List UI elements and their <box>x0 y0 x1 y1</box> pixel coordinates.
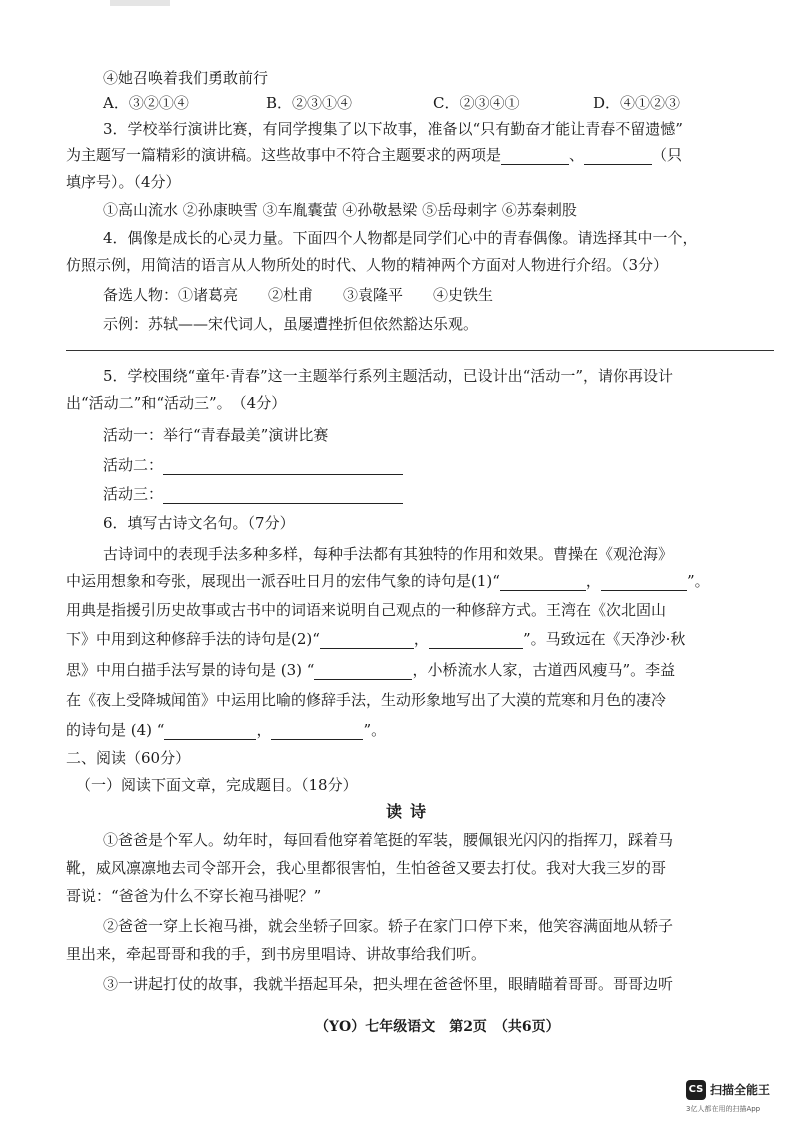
question-3-cont: 为主题写一篇精彩的演讲稿。这些故事中不符合主题要求的两项是 、 （只 <box>66 146 683 164</box>
section-2-heading: 二、阅读（60分） <box>66 749 191 767</box>
answer-blank[interactable] <box>314 663 412 680</box>
answer-rule <box>66 350 774 351</box>
paragraph-1-end: 哥说：“爸爸为什么不穿长袍马褂呢？” <box>66 887 322 905</box>
question-6-text-2: 用典是指援引历史故事或古书中的词语来说明自己观点的一种修辞方式。王湾在《次北固山 <box>66 601 667 619</box>
paragraph-1: ①爸爸是个军人。幼年时，每回看他穿着笔挺的军装，腰佩银光闪闪的指挥刀，踩着马 <box>103 831 674 849</box>
answer-blank[interactable] <box>320 632 414 649</box>
question-4-cont: 仿照示例，用简洁的语言从人物所处的时代、人物的精神两个方面对人物进行介绍。（3分） <box>66 256 669 274</box>
scanner-tagline: 3亿人都在用的扫描App <box>686 1105 761 1113</box>
choice-c: C．②③④① <box>433 94 520 112</box>
question-6-text: 古诗词中的表现手法多种多样，每种手法都有其独特的作用和效果。曹操在《观沧海》 <box>103 545 674 563</box>
question-5-cont: 出“活动二”和“活动三”。 （4分） <box>66 394 287 412</box>
answer-blank[interactable] <box>164 723 256 740</box>
question-3-score: 填序号）。（4分） <box>66 173 181 191</box>
activity-2: 活动二： <box>103 455 403 475</box>
scanner-watermark <box>686 1078 790 1118</box>
article-title: 读诗 <box>386 802 435 821</box>
candidate-people: 备选人物：①诸葛亮 ②杜甫 ③袁隆平 ④史铁生 <box>103 286 494 304</box>
example-text: 示例：苏轼——宋代词人，虽屡遭挫折但依然豁达乐观。 <box>103 315 479 333</box>
scanner-name: 扫描全能王 <box>710 1083 771 1097</box>
choice-b: B．②③①④ <box>266 94 353 112</box>
question-6-text-3: 在《夜上受降城闻笛》中运用比喻的修辞手法，生动形象地写出了大漠的荒寒和月色的凄冷 <box>66 691 667 709</box>
answer-blank[interactable] <box>429 632 523 649</box>
paragraph-2-end: 里出来，牵起哥哥和我的手，到书房里唱诗、讲故事给我们听。 <box>66 945 487 963</box>
reading-1-heading: （一）阅读下面文章，完成题目。（18分） <box>76 776 358 794</box>
question-6: 6．填写古诗文名句。（7分） <box>103 514 295 532</box>
scan-smudge <box>110 0 170 6</box>
answer-blank[interactable] <box>601 574 687 591</box>
option-4-text: ④她召唤着我们勇敢前行 <box>103 69 269 87</box>
choice-d: D．④①②③ <box>593 94 681 112</box>
paragraph-1-cont: 靴，威风凛凛地去司令部开会，我心里都很害怕，生怕爸爸又要去打仗。我对大我三岁的哥 <box>66 859 667 877</box>
question-4: 4．偶像是成长的心灵力量。下面四个人物都是同学们心中的青春偶像。请选择其中一个， <box>103 229 698 247</box>
question-6-blank-3: 思》中用白描手法写景的诗句是 (3) “ ，小桥流水人家，古道西风瘦马”。李益 <box>66 661 676 679</box>
answer-blank[interactable] <box>501 148 569 165</box>
answer-blank[interactable] <box>271 723 363 740</box>
answer-blank[interactable] <box>163 487 403 504</box>
activity-1: 活动一：举行“青春最美”演讲比赛 <box>103 426 329 444</box>
page-footer: （YO）七年级语文 第2页 （共6页） <box>315 1019 560 1035</box>
question-6-blank-1: 中运用想象和夸张，展现出一派吞吐日月的宏伟气象的诗句是(1)“ ， ”。 <box>66 572 710 590</box>
paragraph-3: ③一讲起打仗的故事，我就半捂起耳朵，把头埋在爸爸怀里，眼睛瞄着哥哥。哥哥边听 <box>103 975 674 993</box>
question-6-blank-4: 的诗句是 (4) “ ， ”。 <box>66 721 387 739</box>
question-6-blank-2: 下》中用到这种修辞手法的诗句是(2)“ ， ”。马致远在《天净沙·秋 <box>66 630 686 648</box>
paragraph-2: ②爸爸一穿上长袍马褂，就会坐轿子回家。轿子在家门口停下来，他笑容满面地从轿子 <box>103 917 674 935</box>
camscanner-icon: CS <box>686 1080 706 1100</box>
choice-a: A．③②①④ <box>103 94 189 112</box>
answer-blank[interactable] <box>163 458 403 475</box>
story-list: ①高山流水 ②孙康映雪 ③车胤囊萤 ④孙敬悬梁 ⑤岳母刺字 ⑥苏秦刺股 <box>103 201 577 219</box>
question-3: 3．学校举行演讲比赛，有同学搜集了以下故事，准备以“只有勤奋才能让青春不留遗憾” <box>103 120 683 138</box>
question-5: 5．学校围绕“童年·青春”这一主题举行系列主题活动，已设计出“活动一”，请你再设计 <box>103 367 673 385</box>
answer-blank[interactable] <box>584 148 652 165</box>
activity-3: 活动三： <box>103 484 403 504</box>
answer-blank[interactable] <box>500 574 586 591</box>
